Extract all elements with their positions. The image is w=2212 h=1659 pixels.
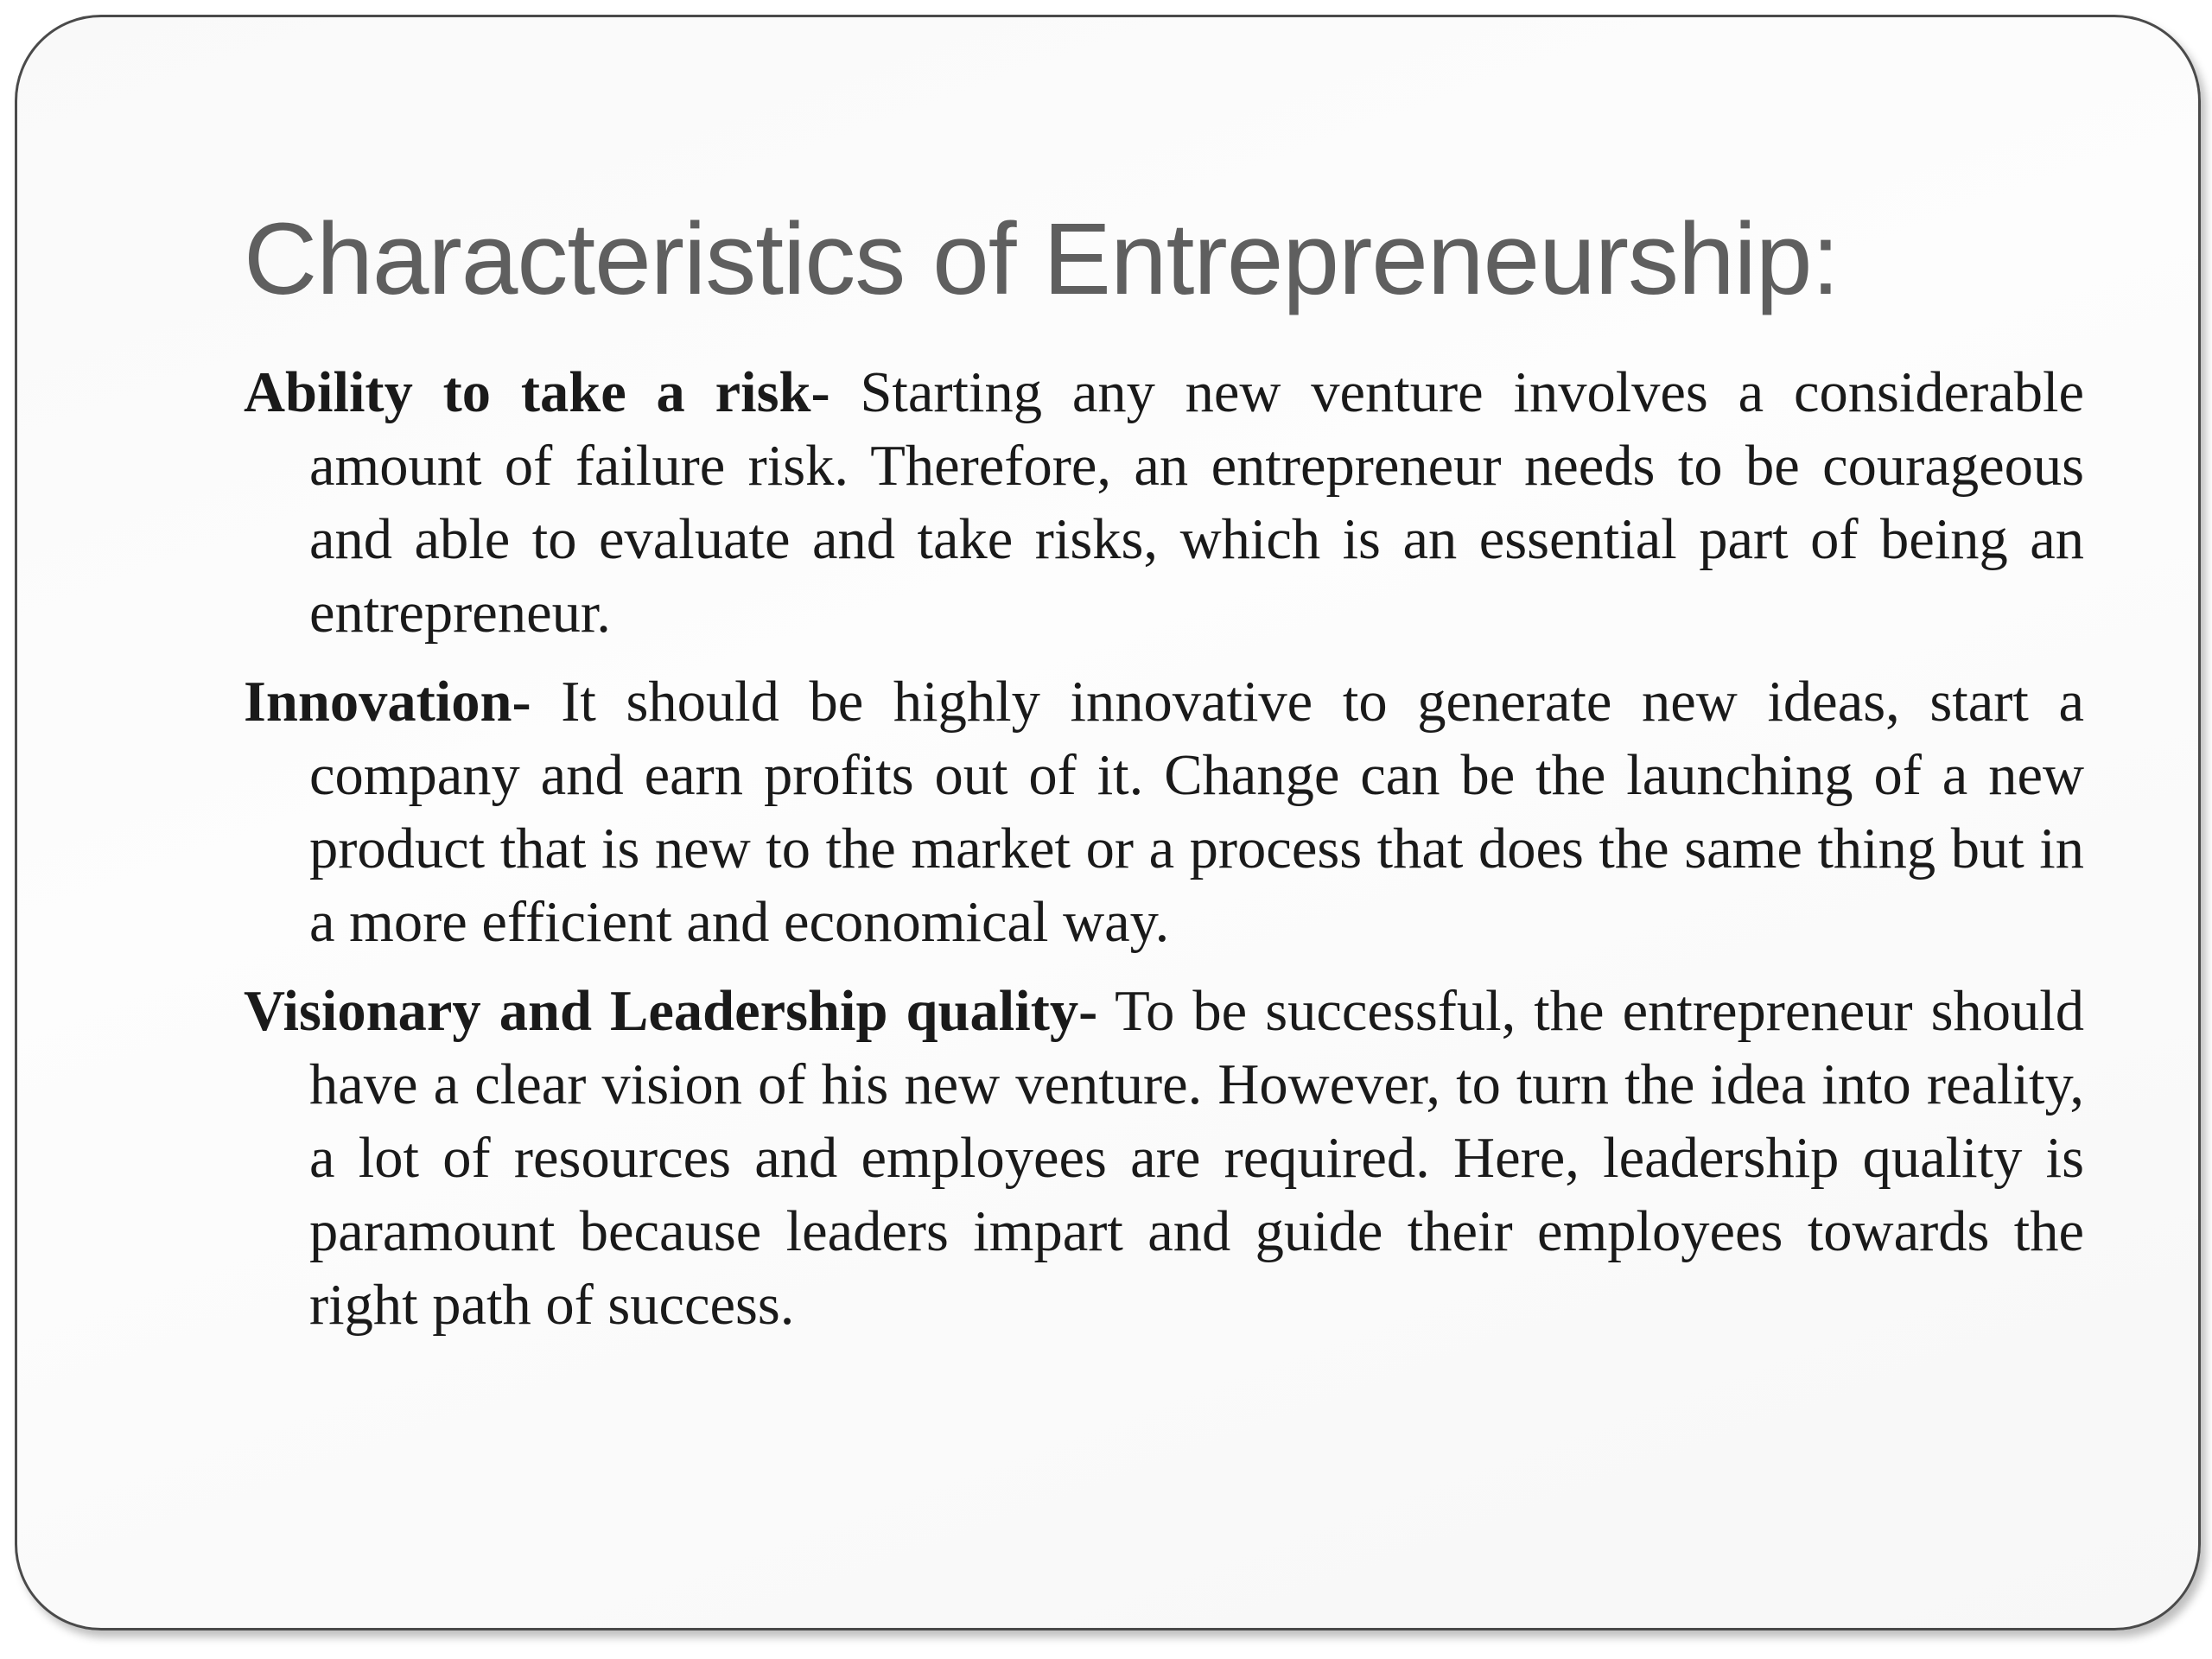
characteristic-item-risk <box>244 356 2084 650</box>
characteristic-term: Ability to take a risk- <box>244 361 830 424</box>
characteristic-description: To be successful, the entrepreneur should have a clear vision of his new venture. However, to turn the idea into reality, a lot of resources and employees are required. Here, leadership quality is paramount because leaders impart and guide their employees towards the right path of success. <box>309 980 2084 1337</box>
characteristic-item-leadership <box>244 975 2084 1342</box>
characteristic-term: Innovation- <box>244 671 531 734</box>
characteristic-item-innovation <box>244 665 2084 959</box>
characteristic-description: Starting any new venture involves a considerable amount of failure risk. Therefore, an entrepreneur needs to be courageous and able to evaluate and take risks, which is an essential part of being an entrepreneur. <box>309 361 2084 645</box>
slide-content <box>244 356 2084 1357</box>
characteristic-term: Visionary and Leadership quality- <box>244 980 1098 1043</box>
characteristic-description: It should be highly innovative to generate new ideas, start a company and earn profits out of it. Change can be the launching of a new product that is new to the market or a process that does the same thing but in a more efficient and economical way. <box>309 671 2084 954</box>
slide-title: Characteristics of Entrepreneurship: <box>244 202 1840 316</box>
